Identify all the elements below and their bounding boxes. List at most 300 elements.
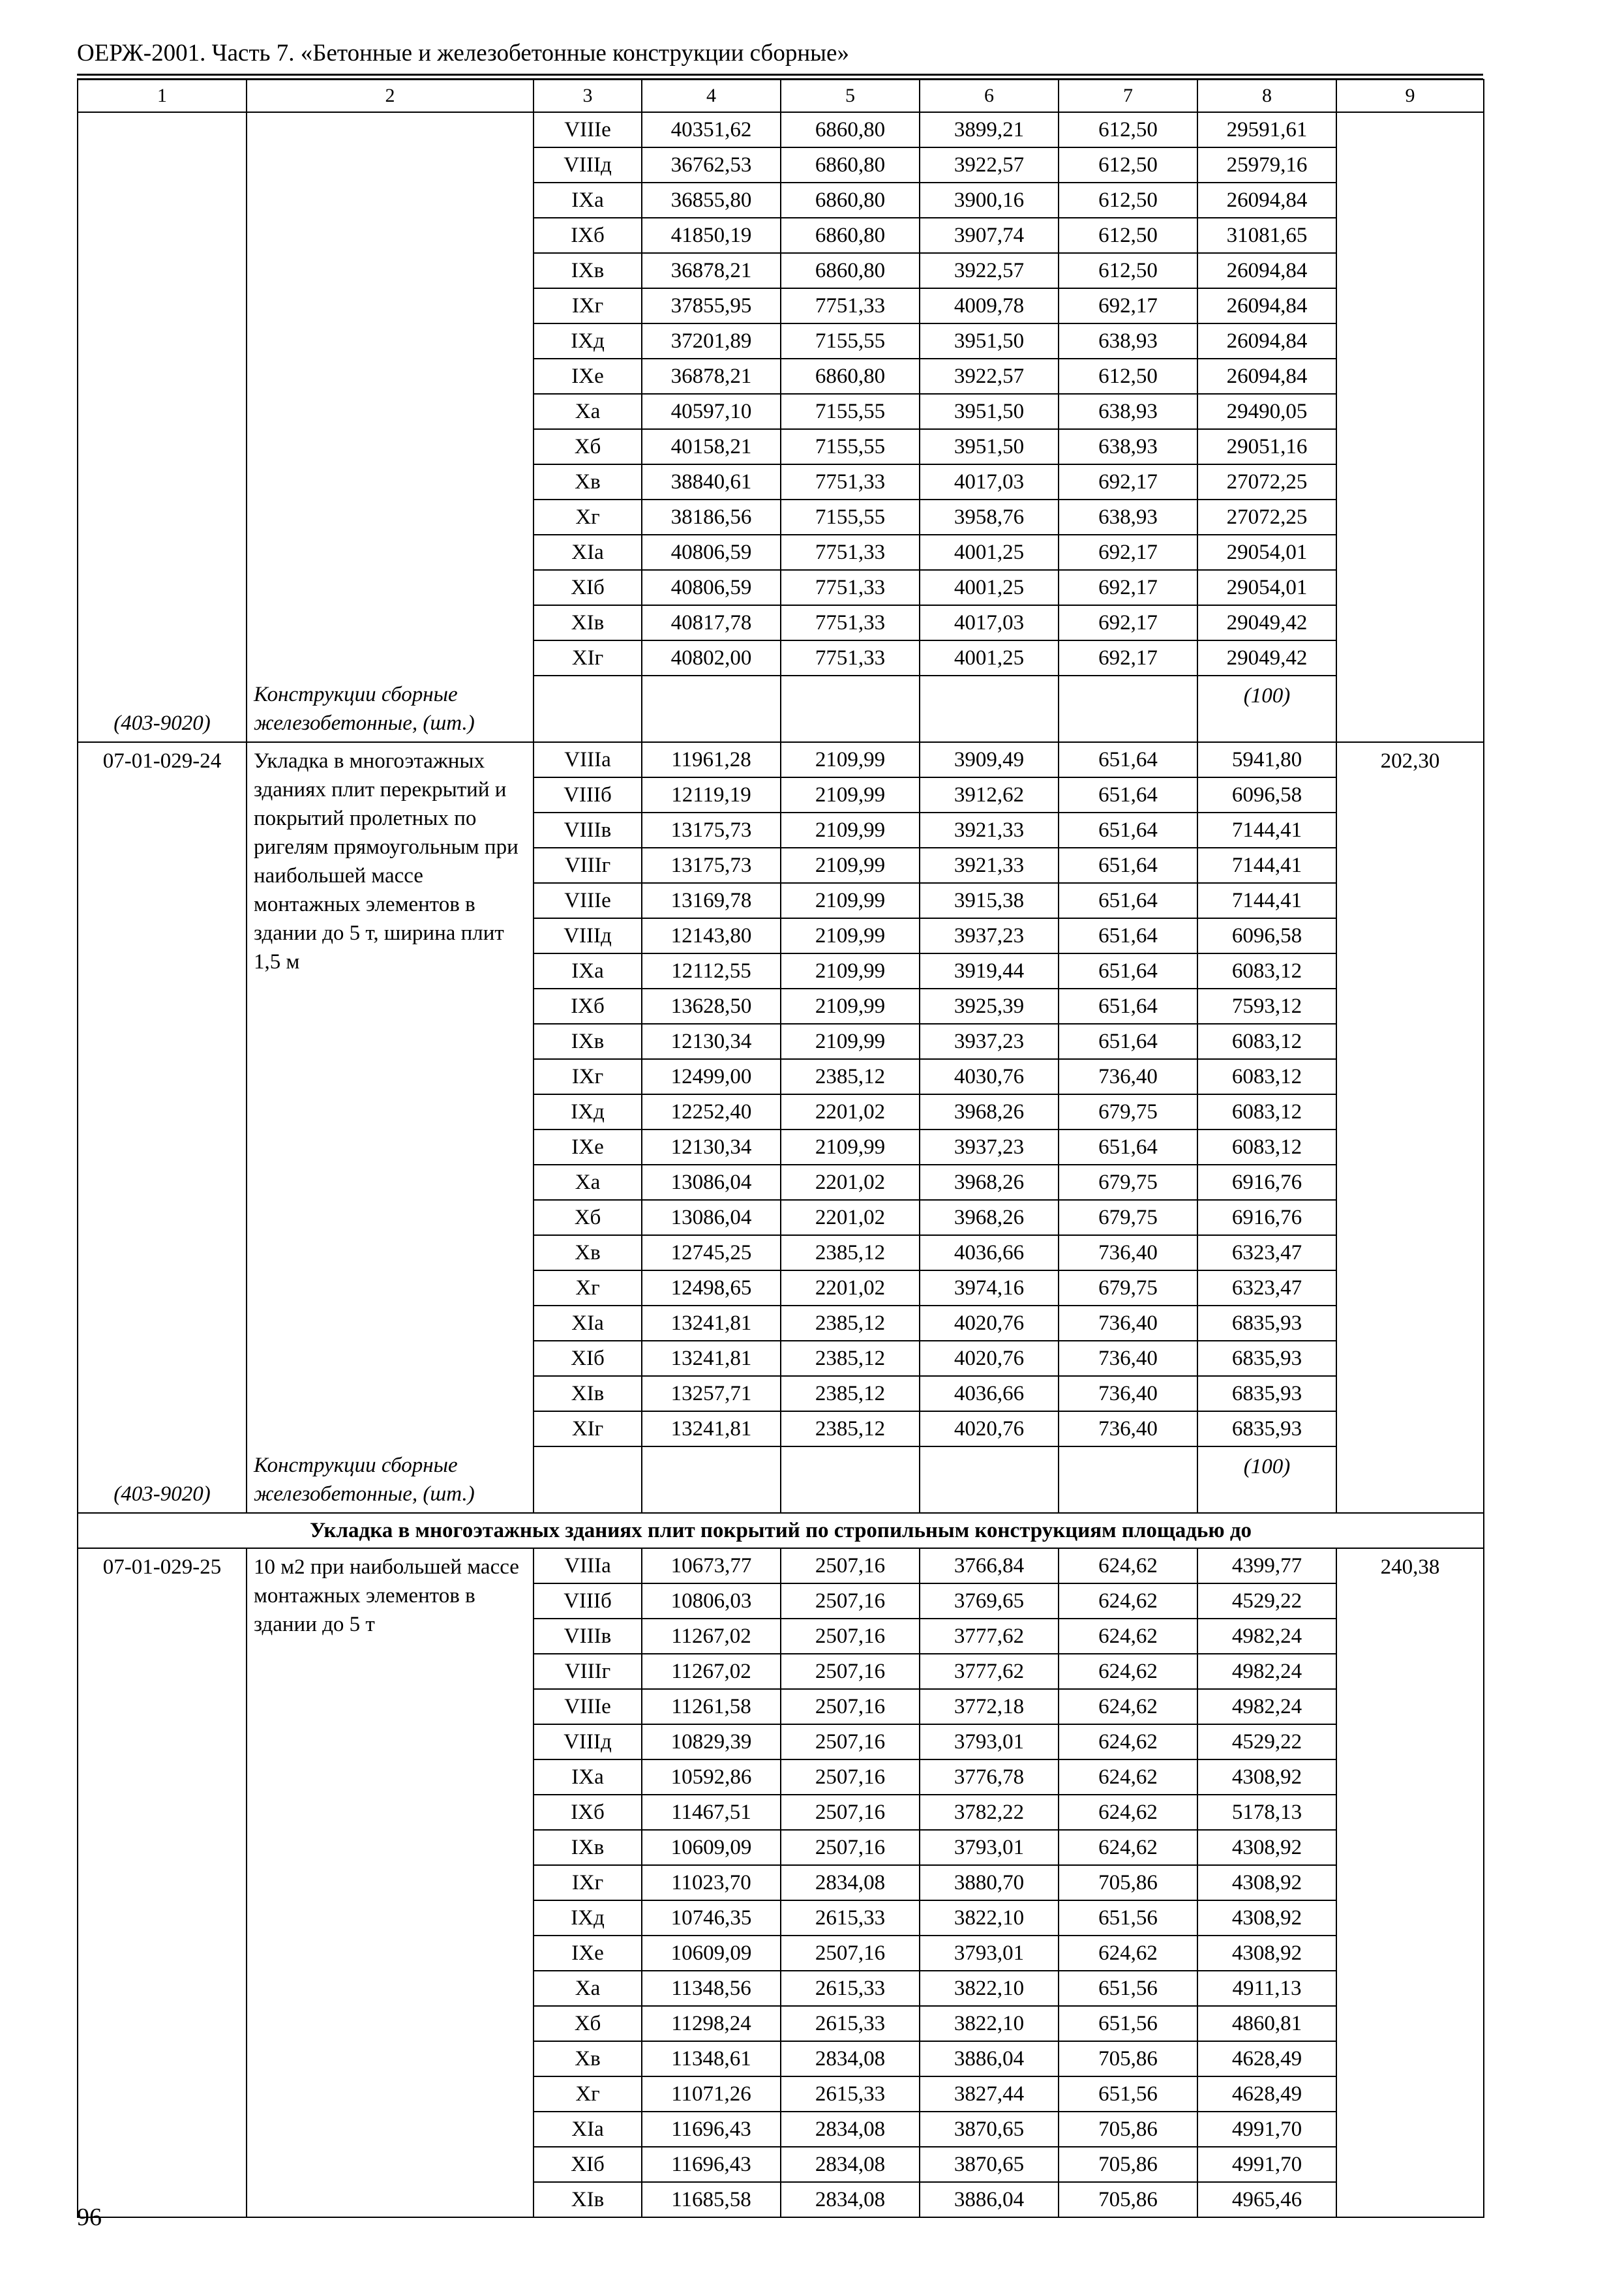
value-cell: 6835,93 bbox=[1197, 1341, 1336, 1376]
value-cell: 624,62 bbox=[1059, 1724, 1197, 1759]
value-cell: 692,17 bbox=[1059, 464, 1197, 500]
value-cell: 3880,70 bbox=[920, 1865, 1059, 1900]
value-cell: 29054,01 bbox=[1197, 535, 1336, 570]
value-cell: 6323,47 bbox=[1197, 1235, 1336, 1270]
value-cell: 13169,78 bbox=[642, 883, 781, 918]
value-cell: 38840,61 bbox=[642, 464, 781, 500]
zone-cell: XIг bbox=[534, 1411, 642, 1446]
value-cell: 2109,99 bbox=[781, 742, 920, 777]
value-cell: 11696,43 bbox=[642, 2147, 781, 2182]
value-cell: 612,50 bbox=[1059, 112, 1197, 147]
position-code: 07-01-029-24 bbox=[102, 749, 222, 773]
value-cell: 6083,12 bbox=[1197, 1059, 1336, 1094]
zone-cell: VIIIе bbox=[534, 112, 642, 147]
value-cell: 651,64 bbox=[1059, 883, 1197, 918]
zone-cell: IXг bbox=[534, 288, 642, 323]
value-cell: 2615,33 bbox=[781, 1900, 920, 1936]
value-cell: 651,64 bbox=[1059, 918, 1197, 953]
value-cell: 2834,08 bbox=[781, 2147, 920, 2182]
position-code bbox=[78, 113, 246, 114]
value-cell: 612,50 bbox=[1059, 183, 1197, 218]
value-cell: 705,86 bbox=[1059, 2147, 1197, 2182]
empty-cell bbox=[1059, 676, 1197, 742]
value-cell: 2834,08 bbox=[781, 2041, 920, 2076]
value-cell: 13175,73 bbox=[642, 848, 781, 883]
value-cell: 37201,89 bbox=[642, 323, 781, 359]
zone-cell: IXв bbox=[534, 253, 642, 288]
value-cell: 2385,12 bbox=[781, 1306, 920, 1341]
zone-cell: VIIIб bbox=[534, 1583, 642, 1619]
value-cell: 624,62 bbox=[1059, 1654, 1197, 1689]
value-cell: 2615,33 bbox=[781, 1971, 920, 2006]
value-cell: 2507,16 bbox=[781, 1619, 920, 1654]
col9-value: 240,38 bbox=[1380, 1555, 1440, 1579]
value-cell: 736,40 bbox=[1059, 1059, 1197, 1094]
resource-code: (403-9020) bbox=[113, 1482, 211, 1506]
value-cell: 624,62 bbox=[1059, 1548, 1197, 1583]
value-cell: 3900,16 bbox=[920, 183, 1059, 218]
empty-cell bbox=[534, 676, 642, 742]
value-cell: 11696,43 bbox=[642, 2112, 781, 2147]
value-cell: 10592,86 bbox=[642, 1759, 781, 1795]
value-cell: 7751,33 bbox=[781, 464, 920, 500]
value-cell: 651,64 bbox=[1059, 813, 1197, 848]
value-cell: 3822,10 bbox=[920, 1900, 1059, 1936]
value-cell: 4529,22 bbox=[1197, 1724, 1336, 1759]
value-cell: 624,62 bbox=[1059, 1936, 1197, 1971]
value-cell: 4001,25 bbox=[920, 535, 1059, 570]
col9-value: 202,30 bbox=[1380, 749, 1440, 773]
value-cell: 4965,46 bbox=[1197, 2182, 1336, 2217]
value-cell: 3968,26 bbox=[920, 1200, 1059, 1235]
zone-cell: VIIIв bbox=[534, 813, 642, 848]
zone-cell: Xб bbox=[534, 1200, 642, 1235]
value-cell: 651,56 bbox=[1059, 2006, 1197, 2041]
resource-description: Конструкции сборные железобетонные, (шт.) bbox=[254, 1454, 475, 1506]
zone-cell: IXе bbox=[534, 359, 642, 394]
value-cell: 3915,38 bbox=[920, 883, 1059, 918]
value-cell: 651,64 bbox=[1059, 1024, 1197, 1059]
empty-cell bbox=[534, 1446, 642, 1513]
value-cell: 612,50 bbox=[1059, 147, 1197, 183]
value-cell: 4020,76 bbox=[920, 1411, 1059, 1446]
value-cell: 6083,12 bbox=[1197, 1130, 1336, 1165]
value-cell: 4991,70 bbox=[1197, 2112, 1336, 2147]
value-cell: 40806,59 bbox=[642, 535, 781, 570]
value-cell: 37855,95 bbox=[642, 288, 781, 323]
value-cell: 3919,44 bbox=[920, 953, 1059, 989]
value-cell: 3951,50 bbox=[920, 394, 1059, 429]
page-header-title: ОЕРЖ-2001. Часть 7. «Бетонные и железобетонные конструкции сборные» bbox=[77, 40, 849, 67]
value-cell: 6323,47 bbox=[1197, 1270, 1336, 1306]
value-cell: 6860,80 bbox=[781, 253, 920, 288]
value-cell: 12112,55 bbox=[642, 953, 781, 989]
zone-cell: Xг bbox=[534, 2076, 642, 2112]
section-heading: Укладка в многоэтажных зданиях плит покрытий по стропильным конструкциям площадью до bbox=[78, 1513, 1484, 1548]
value-cell: 40802,00 bbox=[642, 640, 781, 676]
value-cell: 10609,09 bbox=[642, 1830, 781, 1865]
value-cell: 7593,12 bbox=[1197, 989, 1336, 1024]
value-cell: 692,17 bbox=[1059, 288, 1197, 323]
resource-unit: (100) bbox=[1197, 1446, 1336, 1513]
column-number: 8 bbox=[1197, 80, 1336, 112]
value-cell: 2385,12 bbox=[781, 1376, 920, 1411]
zone-cell: XIа bbox=[534, 535, 642, 570]
value-cell: 2201,02 bbox=[781, 1094, 920, 1130]
value-cell: 3925,39 bbox=[920, 989, 1059, 1024]
empty-cell bbox=[781, 676, 920, 742]
zone-cell: XIа bbox=[534, 2112, 642, 2147]
value-cell: 679,75 bbox=[1059, 1094, 1197, 1130]
value-cell: 29490,05 bbox=[1197, 394, 1336, 429]
value-cell: 40597,10 bbox=[642, 394, 781, 429]
value-cell: 3968,26 bbox=[920, 1094, 1059, 1130]
value-cell: 3822,10 bbox=[920, 1971, 1059, 2006]
value-cell: 11298,24 bbox=[642, 2006, 781, 2041]
zone-cell: IXа bbox=[534, 1759, 642, 1795]
description-cell bbox=[247, 742, 534, 1513]
value-cell: 2507,16 bbox=[781, 1936, 920, 1971]
value-cell: 736,40 bbox=[1059, 1306, 1197, 1341]
value-cell: 2201,02 bbox=[781, 1165, 920, 1200]
value-cell: 736,40 bbox=[1059, 1341, 1197, 1376]
value-cell: 624,62 bbox=[1059, 1759, 1197, 1795]
value-cell: 13628,50 bbox=[642, 989, 781, 1024]
value-cell: 3909,49 bbox=[920, 742, 1059, 777]
value-cell: 36878,21 bbox=[642, 359, 781, 394]
description-cell bbox=[247, 1548, 534, 2217]
zone-cell: XIв bbox=[534, 2182, 642, 2217]
value-cell: 3937,23 bbox=[920, 1024, 1059, 1059]
value-cell: 7155,55 bbox=[781, 394, 920, 429]
value-cell: 3827,44 bbox=[920, 2076, 1059, 2112]
value-cell: 2109,99 bbox=[781, 1130, 920, 1165]
value-cell: 6096,58 bbox=[1197, 918, 1336, 953]
value-cell: 4982,24 bbox=[1197, 1619, 1336, 1654]
value-cell: 4308,92 bbox=[1197, 1900, 1336, 1936]
zone-cell: XIг bbox=[534, 640, 642, 676]
value-cell: 2109,99 bbox=[781, 918, 920, 953]
zone-cell: IXа bbox=[534, 183, 642, 218]
value-cell: 10673,77 bbox=[642, 1548, 781, 1583]
value-cell: 3922,57 bbox=[920, 359, 1059, 394]
value-cell: 11267,02 bbox=[642, 1654, 781, 1689]
value-cell: 3958,76 bbox=[920, 500, 1059, 535]
value-cell: 651,56 bbox=[1059, 2076, 1197, 2112]
value-cell: 5178,13 bbox=[1197, 1795, 1336, 1830]
zone-cell: Xв bbox=[534, 1235, 642, 1270]
value-cell: 692,17 bbox=[1059, 535, 1197, 570]
value-cell: 651,64 bbox=[1059, 953, 1197, 989]
value-cell: 3951,50 bbox=[920, 429, 1059, 464]
value-cell: 3776,78 bbox=[920, 1759, 1059, 1795]
col9-cell bbox=[1336, 112, 1484, 742]
value-cell: 13086,04 bbox=[642, 1200, 781, 1235]
value-cell: 2109,99 bbox=[781, 848, 920, 883]
value-cell: 3922,57 bbox=[920, 253, 1059, 288]
column-number: 5 bbox=[781, 80, 920, 112]
zone-cell: Xв bbox=[534, 2041, 642, 2076]
value-cell: 26094,84 bbox=[1197, 359, 1336, 394]
resource-code: (403-9020) bbox=[113, 711, 211, 735]
value-cell: 3937,23 bbox=[920, 1130, 1059, 1165]
value-cell: 638,93 bbox=[1059, 394, 1197, 429]
value-cell: 612,50 bbox=[1059, 218, 1197, 253]
value-cell: 11467,51 bbox=[642, 1795, 781, 1830]
value-cell: 11348,61 bbox=[642, 2041, 781, 2076]
value-cell: 2109,99 bbox=[781, 953, 920, 989]
column-number: 3 bbox=[534, 80, 642, 112]
value-cell: 11071,26 bbox=[642, 2076, 781, 2112]
value-cell: 13257,71 bbox=[642, 1376, 781, 1411]
value-cell: 3870,65 bbox=[920, 2112, 1059, 2147]
zone-cell: Xа bbox=[534, 1165, 642, 1200]
value-cell: 2615,33 bbox=[781, 2006, 920, 2041]
resource-unit: (100) bbox=[1197, 676, 1336, 742]
zone-cell: IXд bbox=[534, 323, 642, 359]
value-cell: 12745,25 bbox=[642, 1235, 781, 1270]
value-cell: 31081,65 bbox=[1197, 218, 1336, 253]
value-cell: 2507,16 bbox=[781, 1548, 920, 1583]
zone-cell: Xб bbox=[534, 2006, 642, 2041]
col9-value bbox=[1337, 113, 1483, 114]
empty-cell bbox=[920, 676, 1059, 742]
column-number: 2 bbox=[247, 80, 534, 112]
value-cell: 2834,08 bbox=[781, 2182, 920, 2217]
value-cell: 25979,16 bbox=[1197, 147, 1336, 183]
value-cell: 651,56 bbox=[1059, 1900, 1197, 1936]
value-cell: 612,50 bbox=[1059, 359, 1197, 394]
value-cell: 705,86 bbox=[1059, 2112, 1197, 2147]
position-description: Укладка в многоэтажных зданиях плит перекрытий и покрытий пролетных по ригелям прямоугольным при наибольшей массе монтажных элементов в здании до 5 т, ширина плит 1,5 м bbox=[254, 749, 519, 974]
value-cell: 651,64 bbox=[1059, 848, 1197, 883]
value-cell: 40351,62 bbox=[642, 112, 781, 147]
value-cell: 10746,35 bbox=[642, 1900, 781, 1936]
value-cell: 2109,99 bbox=[781, 813, 920, 848]
value-cell: 4308,92 bbox=[1197, 1865, 1336, 1900]
value-cell: 651,64 bbox=[1059, 1130, 1197, 1165]
zone-cell: IXв bbox=[534, 1830, 642, 1865]
value-cell: 624,62 bbox=[1059, 1583, 1197, 1619]
zone-cell: VIIIд bbox=[534, 918, 642, 953]
value-cell: 11023,70 bbox=[642, 1865, 781, 1900]
value-cell: 6916,76 bbox=[1197, 1200, 1336, 1235]
value-cell: 638,93 bbox=[1059, 323, 1197, 359]
value-cell: 692,17 bbox=[1059, 640, 1197, 676]
value-cell: 10806,03 bbox=[642, 1583, 781, 1619]
value-cell: 4628,49 bbox=[1197, 2076, 1336, 2112]
value-cell: 705,86 bbox=[1059, 2041, 1197, 2076]
column-number: 1 bbox=[78, 80, 247, 112]
zone-cell: VIIIг bbox=[534, 848, 642, 883]
column-number-row bbox=[78, 80, 1484, 112]
value-cell: 6096,58 bbox=[1197, 777, 1336, 813]
value-cell: 679,75 bbox=[1059, 1165, 1197, 1200]
value-cell: 11261,58 bbox=[642, 1689, 781, 1724]
value-cell: 2385,12 bbox=[781, 1411, 920, 1446]
value-cell: 7155,55 bbox=[781, 500, 920, 535]
value-cell: 3951,50 bbox=[920, 323, 1059, 359]
value-cell: 26094,84 bbox=[1197, 323, 1336, 359]
value-cell: 12130,34 bbox=[642, 1130, 781, 1165]
value-cell: 4036,66 bbox=[920, 1235, 1059, 1270]
value-cell: 4308,92 bbox=[1197, 1830, 1336, 1865]
value-cell: 11348,56 bbox=[642, 1971, 781, 2006]
value-cell: 26094,84 bbox=[1197, 288, 1336, 323]
value-cell: 3782,22 bbox=[920, 1795, 1059, 1830]
code-cell bbox=[78, 1548, 247, 2217]
value-cell: 7751,33 bbox=[781, 535, 920, 570]
zone-cell: XIа bbox=[534, 1306, 642, 1341]
value-cell: 7751,33 bbox=[781, 640, 920, 676]
position-code: 07-01-029-25 bbox=[102, 1555, 222, 1579]
value-cell: 638,93 bbox=[1059, 500, 1197, 535]
value-cell: 2201,02 bbox=[781, 1200, 920, 1235]
value-cell: 4017,03 bbox=[920, 605, 1059, 640]
table-row bbox=[78, 112, 1484, 147]
value-cell: 13241,81 bbox=[642, 1411, 781, 1446]
zone-cell: VIIIе bbox=[534, 1689, 642, 1724]
value-cell: 12143,80 bbox=[642, 918, 781, 953]
value-cell: 12499,00 bbox=[642, 1059, 781, 1094]
value-cell: 6835,93 bbox=[1197, 1376, 1336, 1411]
value-cell: 3922,57 bbox=[920, 147, 1059, 183]
column-number: 6 bbox=[920, 80, 1059, 112]
zone-cell: VIIIа bbox=[534, 742, 642, 777]
value-cell: 736,40 bbox=[1059, 1235, 1197, 1270]
zone-cell: VIIIе bbox=[534, 883, 642, 918]
value-cell: 651,56 bbox=[1059, 1971, 1197, 2006]
value-cell: 6835,93 bbox=[1197, 1411, 1336, 1446]
value-cell: 6083,12 bbox=[1197, 1024, 1336, 1059]
value-cell: 41850,19 bbox=[642, 218, 781, 253]
value-cell: 13241,81 bbox=[642, 1341, 781, 1376]
value-cell: 4020,76 bbox=[920, 1341, 1059, 1376]
zone-cell: Xб bbox=[534, 429, 642, 464]
value-cell: 13241,81 bbox=[642, 1306, 781, 1341]
value-cell: 11961,28 bbox=[642, 742, 781, 777]
empty-cell bbox=[642, 1446, 781, 1513]
value-cell: 705,86 bbox=[1059, 1865, 1197, 1900]
value-cell: 2507,16 bbox=[781, 1583, 920, 1619]
code-cell bbox=[78, 742, 247, 1513]
value-cell: 624,62 bbox=[1059, 1830, 1197, 1865]
value-cell: 12498,65 bbox=[642, 1270, 781, 1306]
zone-cell: IXд bbox=[534, 1094, 642, 1130]
value-cell: 3974,16 bbox=[920, 1270, 1059, 1306]
value-cell: 29051,16 bbox=[1197, 429, 1336, 464]
value-cell: 4308,92 bbox=[1197, 1936, 1336, 1971]
zone-cell: IXг bbox=[534, 1059, 642, 1094]
value-cell: 2385,12 bbox=[781, 1235, 920, 1270]
value-cell: 651,64 bbox=[1059, 742, 1197, 777]
zone-cell: IXг bbox=[534, 1865, 642, 1900]
value-cell: 36762,53 bbox=[642, 147, 781, 183]
zone-cell: XIб bbox=[534, 570, 642, 605]
value-cell: 4308,92 bbox=[1197, 1759, 1336, 1795]
value-cell: 6860,80 bbox=[781, 112, 920, 147]
value-cell: 27072,25 bbox=[1197, 464, 1336, 500]
value-cell: 29049,42 bbox=[1197, 605, 1336, 640]
zone-cell: VIIIа bbox=[534, 1548, 642, 1583]
value-cell: 4001,25 bbox=[920, 640, 1059, 676]
price-table bbox=[77, 79, 1484, 2218]
value-cell: 4628,49 bbox=[1197, 2041, 1336, 2076]
zone-cell: Xа bbox=[534, 1971, 642, 2006]
value-cell: 7751,33 bbox=[781, 605, 920, 640]
code-cell bbox=[78, 112, 247, 742]
value-cell: 7155,55 bbox=[781, 323, 920, 359]
table-row bbox=[78, 742, 1484, 777]
value-cell: 705,86 bbox=[1059, 2182, 1197, 2217]
value-cell: 6083,12 bbox=[1197, 953, 1336, 989]
value-cell: 612,50 bbox=[1059, 253, 1197, 288]
value-cell: 4860,81 bbox=[1197, 2006, 1336, 2041]
value-cell: 2385,12 bbox=[781, 1059, 920, 1094]
value-cell: 3937,23 bbox=[920, 918, 1059, 953]
value-cell: 4017,03 bbox=[920, 464, 1059, 500]
value-cell: 3777,62 bbox=[920, 1654, 1059, 1689]
zone-cell: VIIIд bbox=[534, 1724, 642, 1759]
empty-cell bbox=[920, 1446, 1059, 1513]
value-cell: 4911,13 bbox=[1197, 1971, 1336, 2006]
col9-cell bbox=[1336, 742, 1484, 1513]
value-cell: 4009,78 bbox=[920, 288, 1059, 323]
value-cell: 10829,39 bbox=[642, 1724, 781, 1759]
value-cell: 624,62 bbox=[1059, 1689, 1197, 1724]
header-rule-thick bbox=[77, 74, 1483, 76]
value-cell: 36878,21 bbox=[642, 253, 781, 288]
value-cell: 40806,59 bbox=[642, 570, 781, 605]
empty-cell bbox=[1059, 1446, 1197, 1513]
zone-cell: IXб bbox=[534, 1795, 642, 1830]
zone-cell: Xа bbox=[534, 394, 642, 429]
value-cell: 2507,16 bbox=[781, 1654, 920, 1689]
value-cell: 13086,04 bbox=[642, 1165, 781, 1200]
value-cell: 7155,55 bbox=[781, 429, 920, 464]
section-heading-row bbox=[78, 1513, 1484, 1548]
value-cell: 2385,12 bbox=[781, 1341, 920, 1376]
value-cell: 7751,33 bbox=[781, 288, 920, 323]
value-cell: 736,40 bbox=[1059, 1376, 1197, 1411]
value-cell: 692,17 bbox=[1059, 605, 1197, 640]
value-cell: 3769,65 bbox=[920, 1583, 1059, 1619]
value-cell: 7144,41 bbox=[1197, 813, 1336, 848]
value-cell: 36855,80 bbox=[642, 183, 781, 218]
value-cell: 3777,62 bbox=[920, 1619, 1059, 1654]
value-cell: 651,64 bbox=[1059, 777, 1197, 813]
value-cell: 29591,61 bbox=[1197, 112, 1336, 147]
value-cell: 7144,41 bbox=[1197, 883, 1336, 918]
value-cell: 27072,25 bbox=[1197, 500, 1336, 535]
value-cell: 2507,16 bbox=[781, 1759, 920, 1795]
zone-cell: VIIIб bbox=[534, 777, 642, 813]
value-cell: 3822,10 bbox=[920, 2006, 1059, 2041]
value-cell: 4020,76 bbox=[920, 1306, 1059, 1341]
zone-cell: IXе bbox=[534, 1130, 642, 1165]
value-cell: 12130,34 bbox=[642, 1024, 781, 1059]
zone-cell: Xг bbox=[534, 500, 642, 535]
zone-cell: XIб bbox=[534, 1341, 642, 1376]
value-cell: 4991,70 bbox=[1197, 2147, 1336, 2182]
value-cell: 5941,80 bbox=[1197, 742, 1336, 777]
value-cell: 10609,09 bbox=[642, 1936, 781, 1971]
value-cell: 2507,16 bbox=[781, 1795, 920, 1830]
value-cell: 4030,76 bbox=[920, 1059, 1059, 1094]
value-cell: 2109,99 bbox=[781, 777, 920, 813]
value-cell: 638,93 bbox=[1059, 429, 1197, 464]
value-cell: 29054,01 bbox=[1197, 570, 1336, 605]
